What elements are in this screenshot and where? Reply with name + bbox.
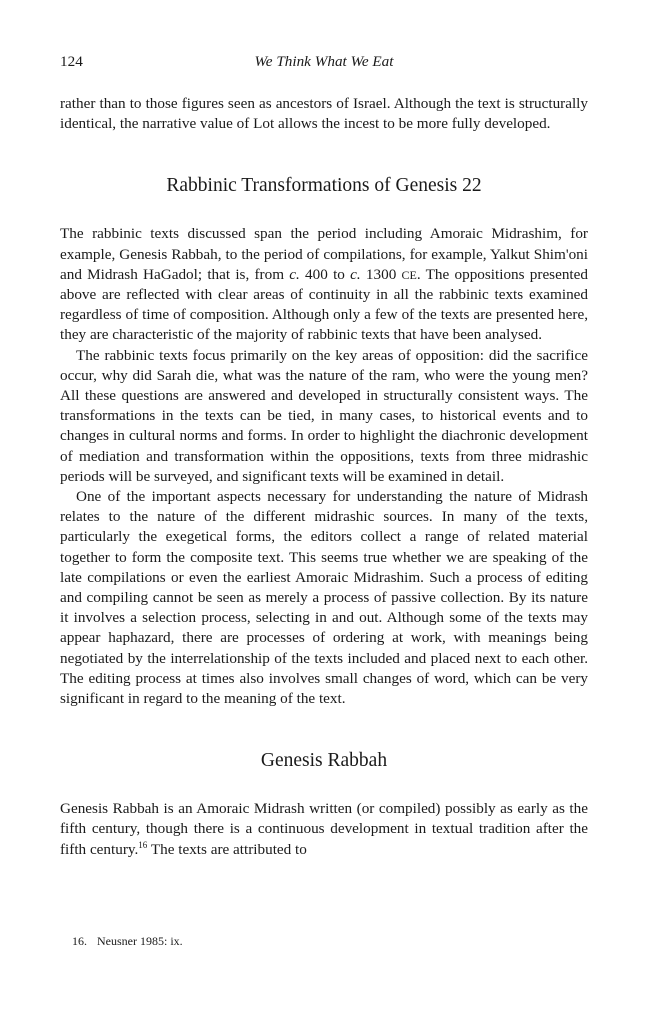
running-title: We Think What We Eat <box>254 53 394 70</box>
page-number: 124 <box>60 53 83 70</box>
paragraph-genesis-rabbah <box>60 799 588 860</box>
paragraph-text: . The oppositions presented above are reflected with clear areas of continuity in all the rabbinic texts examined regardless of time of composition. Although only a few of the texts are presented here, they are characteristic of the majority of rabbinic texts that have been analysed. <box>60 265 588 344</box>
paragraph-rabbinic-texts <box>60 224 588 345</box>
intro-paragraph: rather than to those figures seen as ancestors of Israel. Although the text is structurally identical, the narrative value of Lot allows the incest to be more fully developed. <box>60 95 588 133</box>
paragraph-text: 1300 <box>360 265 402 283</box>
running-head <box>60 52 588 76</box>
section-heading-genesis-rabbah: Genesis Rabbah <box>260 750 388 772</box>
footnote-number: 16. <box>72 934 87 948</box>
footnote <box>72 934 183 949</box>
section-heading-rabbinic-transformations: Rabbinic Transformations of Genesis 22 <box>166 175 482 197</box>
paragraph-text: The rabbinic texts discussed span the period including Amoraic Midrashim, for example, Genesis Rabbah, to the period of compilations, for example, Yalkut Shim'oni and Midrash HaGadol; that is, from <box>60 225 588 283</box>
paragraph-text: The texts are attributed to <box>147 840 307 858</box>
paragraph-midrash-nature: One of the important aspects necessary for understanding the nature of Midrash relates to the nature of the different midrashic sources. In many of the texts, particularly the exegetical forms, the editors collect a range of related material together to form the composite text. This seems true whether we are speaking of the late compilations or even the earliest Amoraic Midrashim. Such a process of editing and compiling cannot be seen as merely a process of passive collection. By its nature it involves a selection process, selecting in and out. Although some of the texts may appear haphazard, there are processes of ordering at work, with meanings being negotiated by the interrelationship of the texts included and placed next to each other. The editing process at times also involves small changes of word, which can be very significant in regard to the meaning of the text. <box>60 488 588 708</box>
footnote-reference[interactable]: 16 <box>138 839 148 850</box>
circa-abbrev: c. <box>350 265 361 283</box>
era-abbrev: CE <box>401 267 417 282</box>
circa-abbrev: c. <box>289 265 300 283</box>
paragraph-text: Genesis Rabbah is an Amoraic Midrash written (or compiled) possibly as early as the fifth century, though there is a continuous development in textual tradition after the fifth century. <box>60 800 588 858</box>
footnote-text: Neusner 1985: ix. <box>97 934 183 948</box>
paragraph-key-areas: The rabbinic texts focus primarily on the key areas of opposition: did the sacrifice occur, why did Sarah die, what was the nature of the ram, who were the young men? All these questions are answered and developed in structurally consistent ways. The transformations in the texts can be tied, in many cases, to historical events and to changes in cultural norms and forms. In order to highlight the diachronic development of mediation and transformation within the oppositions, texts from three midrashic periods will be surveyed, and significant texts will be examined in detail. <box>60 346 588 485</box>
paragraph-text: 400 to <box>299 265 351 283</box>
book-page <box>60 52 588 860</box>
